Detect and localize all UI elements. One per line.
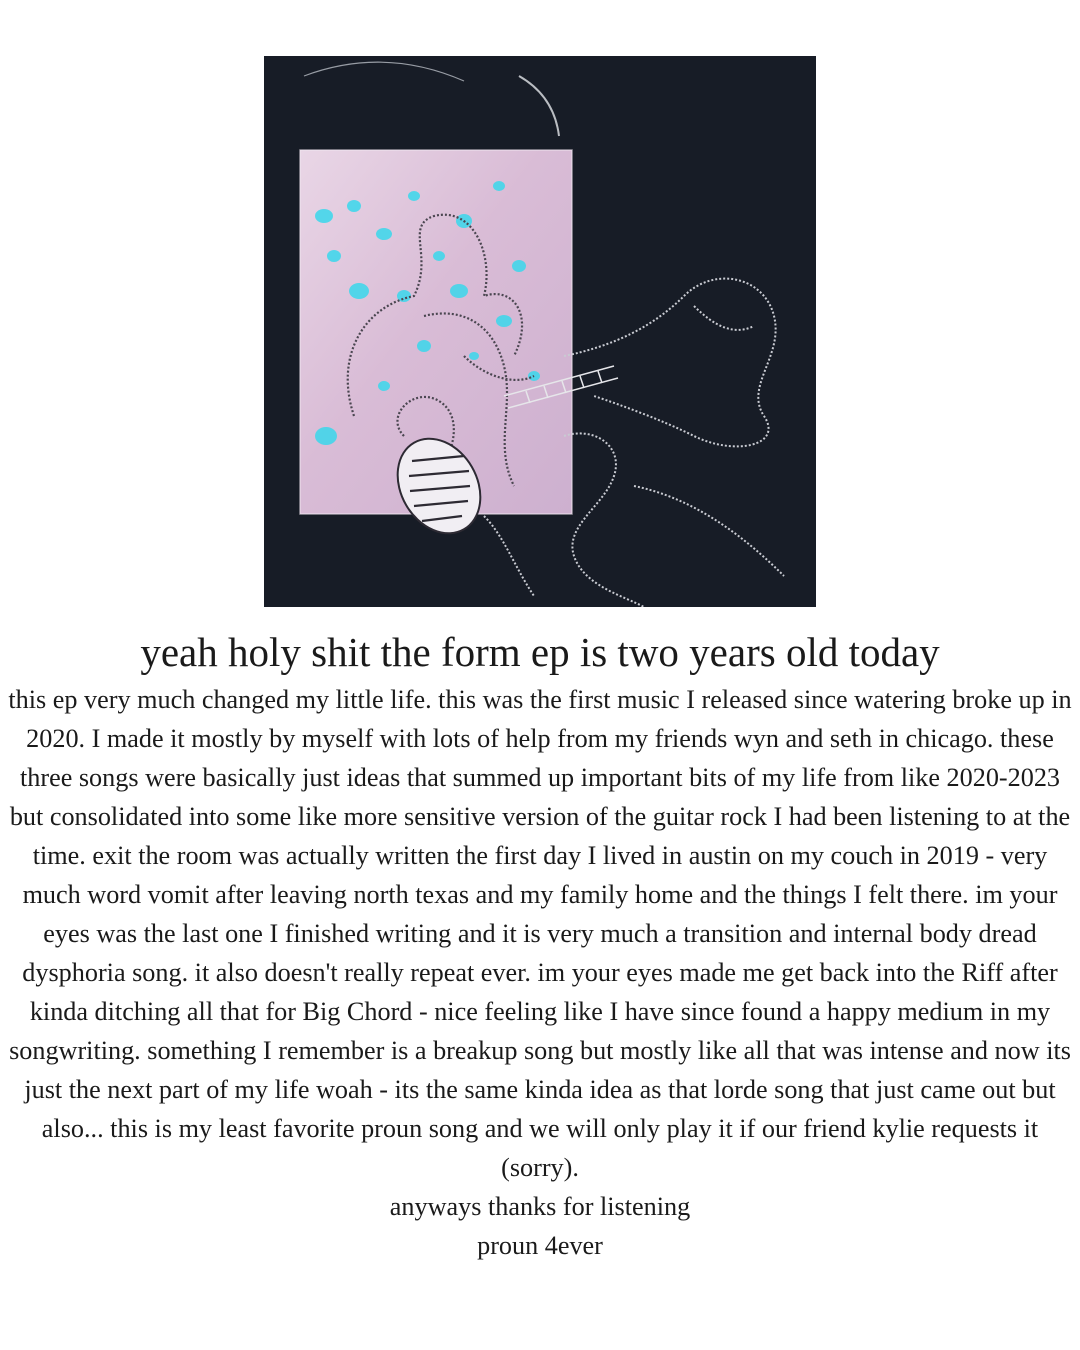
album-artwork [264, 56, 816, 607]
post-title: yeah holy shit the form ep is two years old today [140, 629, 940, 675]
closing-line: anyways thanks for listening [389, 1192, 691, 1221]
post-body [0, 680, 1080, 1265]
signoff: proun 4ever [477, 1231, 603, 1260]
post-body-paragraph: this ep very much changed my little life. this was the first music I released since watering broke up in 2020. I made it mostly by myself with lots of help from my friends wyn and seth in chicago. these three songs were basically just ideas that summed up important bits of my life from like 2020-2023 but consolidated into some like more sensitive version of the guitar rock I had been listening to at the time. exit the room was actually written the first day I lived in austin on my couch in 2019 - very much word vomit after leaving north texas and my family home and the things I felt there. im your eyes was the last one I finished writing and it is very much a transition and internal body dread dysphoria song. it also doesn't really repeat ever. im your eyes made me get back into the Riff after kinda ditching all that for Big Chord - nice feeling like I have since found a happy medium in my songwriting. something I remember is a breakup song but mostly like all that was intense and now its just the next part of my life woah - its the same kinda idea as that lorde song that just came out but also... this is my least favorite proun song and we will only play it if our friend kylie requests it (sorry). [8, 685, 1072, 1182]
album-artwork-drawing [264, 56, 816, 607]
